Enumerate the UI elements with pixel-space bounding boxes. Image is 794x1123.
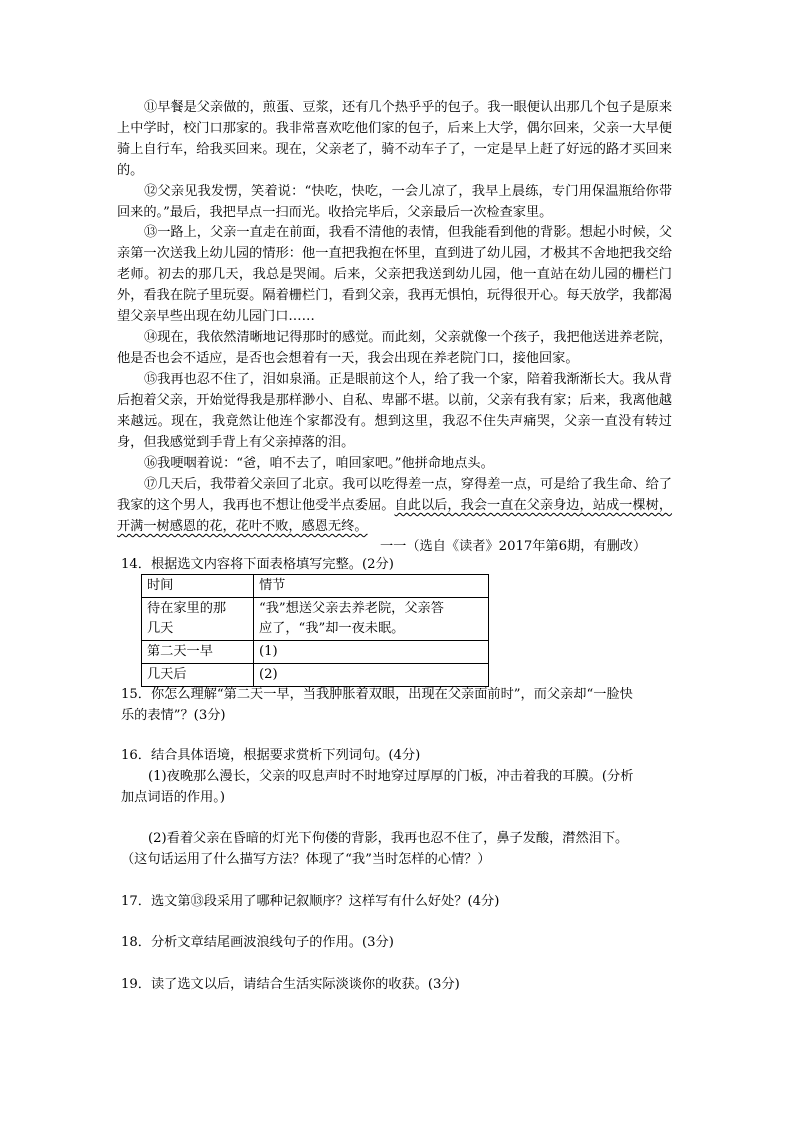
row-time: 几天后 xyxy=(142,664,254,687)
row-time: 待在家里的那 几天 xyxy=(142,598,254,641)
row-plot-blank-2: (2) xyxy=(254,664,489,687)
question-16-sub-1-line-2: 加点词语的作用。) xyxy=(121,790,226,805)
question-16-sub-2-line-2: （这句话运用了什么描写方法？体现了“我”当时怎样的心情？） xyxy=(121,852,491,867)
paragraph-13: ⑬一路上，父亲一直走在前面，我看不清他的表情，但我能看到他的背影。想起小时候，父亲第一次送我上幼儿园的情形：他一直把我抱在怀里，直到进了幼儿园，才极其不舍地把我交给老师。初去的那几天，我总是哭闹。后来，父亲把我送到幼儿园，他一直站在幼儿园的栅栏门外，看我在院子里玩耍。隔着栅栏门，看到父亲，我再无惧怕，玩得很开心。每天放学，我都渴望父亲早些出现在幼儿园门口…… xyxy=(117,225,673,324)
table-row xyxy=(142,598,489,641)
question-17: 17．选文第⑬段采用了哪种记叙顺序？这样写有什么好处？(4分) xyxy=(121,894,500,909)
source-citation: 一一（选自《读者》2017年第6期，有删改） xyxy=(380,539,647,554)
row-plot: “我”想送父亲去养老院，父亲答 应了，“我”却一夜未眠。 xyxy=(254,598,489,641)
paragraph-14: ⑭现在，我依然清晰地记得那时的感觉。而此刻，父亲就像一个孩子，我把他送进养老院，他是否也会不适应，是否也会想着有一天，我会出现在养老院门口，接他回家。 xyxy=(117,330,673,366)
question-16-sub-2-line-1: (2)看着父亲在昏暗的灯光下佝偻的背影，我再也忍不住了，鼻子发酸，潸然泪下。 xyxy=(148,831,629,846)
paragraph-12: ⑫父亲见我发愣，笑着说：“快吃，快吃，一会儿凉了，我早上晨练，专门用保温瓶给你带回来的。”最后，我把早点一扫而光。收拾完毕后，父亲最后一次检查家里。 xyxy=(117,184,673,220)
paragraph-11: ⑪早餐是父亲做的，煎蛋、豆浆，还有几个热乎乎的包子。我一眼便认出那几个包子是原来上中学时，校门口那家的。我非常喜欢吃他们家的包子，后来上大学，偶尔回来，父亲一大早便骑上自行车，给我买回来。现在，父亲老了，骑不动车子了，一定是早上赶了好远的路才买回来的。 xyxy=(117,100,673,178)
question-16-sub-1-line-1: (1)夜晚那么漫长，父亲的叹息声时不时地穿过厚厚的门板，冲击着我的耳膜。(分析 xyxy=(148,769,634,784)
row-plot-blank-1: (1) xyxy=(254,641,489,664)
question-15-line-2: 乐的表情”？(3分) xyxy=(121,708,226,723)
question-15-line-1: 15．你怎么理解“第二天一早，当我肿胀着双眼，出现在父亲面前时”，而父亲却“一脸快 xyxy=(121,687,633,702)
paragraph-15: ⑮我再也忍不住了，泪如泉涌。正是眼前这个人，给了我一个家，陪着我渐渐长大。我从背后抱着父亲，开始觉得我是那样渺小、自私、卑鄙不堪。以前，父亲有我有家；后来，我离他越来越远。现在，我竟然让他连个家都没有。想到这里，我忍不住失声痛哭，父亲一直没有转过身，但我感觉到手背上有父亲掉落的泪。 xyxy=(117,372,673,450)
header-plot: 情节 xyxy=(254,575,489,598)
paragraph-17: ⑰几天后，我带着父亲回了北京。我可以吃得差一点，穿得差一点，可是给了我生命、给了我家的这个男人，我再也不想让他受半点委屈。自此以后，我会一直在父亲身边，站成一棵树，开满一树感恩的花，花叶不败，感恩无终。 xyxy=(117,477,673,534)
paragraph-16: ⑯我哽咽着说：“爸，咱不去了，咱回家吧。”他拼命地点头。 xyxy=(144,456,494,471)
row-time: 第二天一早 xyxy=(142,641,254,664)
table-header-row xyxy=(142,575,489,598)
table-row xyxy=(142,641,489,664)
question-14-prompt: 14．根据选文内容将下面表格填写完整。(2分) xyxy=(121,557,394,572)
wavy-underlined-sentence: 自此以后，我会一直在父亲身边，站成一棵树，开满一树感恩的花，花叶不败，感恩无终。 xyxy=(117,498,673,534)
header-time: 时间 xyxy=(142,575,254,598)
question-14-table xyxy=(141,574,489,687)
question-16-title: 16．结合具体语境，根据要求赏析下列词句。(4分) xyxy=(121,748,421,763)
question-18: 18．分析文章结尾画波浪线句子的作用。(3分) xyxy=(121,935,394,950)
question-19: 19．读了选文以后，请结合生活实际淡谈你的收获。(3分) xyxy=(121,977,460,992)
